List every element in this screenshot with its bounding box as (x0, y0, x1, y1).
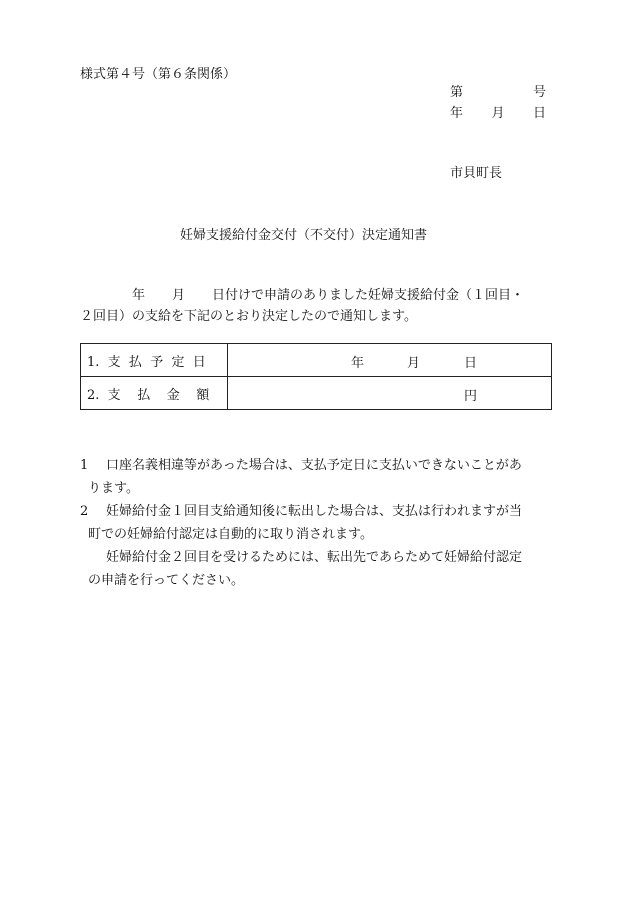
payment-day: 日 (464, 356, 478, 371)
note-1-number: 1 (80, 458, 89, 473)
payment-date-value (228, 344, 552, 377)
document-date (450, 105, 546, 123)
payment-amount-label: 2. 支 払 金 額 (81, 377, 228, 410)
note-3-line2: の申請を行ってください。 (88, 573, 245, 588)
payment-month: 月 (407, 356, 421, 371)
note-2-line2: 町での妊婦給付認定は自動的に取り消されます。 (88, 527, 373, 542)
payment-year: 年 (351, 356, 365, 371)
notes-section (80, 454, 560, 592)
payment-date-label: 1. 支 払 予 定 日 (81, 344, 228, 377)
date-year: 年 (450, 106, 464, 121)
note-2-number: 2 (80, 504, 89, 519)
note-1-line1: 口座名義相違等があった場合は、支払予定日に支払いできないことがあ (106, 458, 522, 473)
note-2 (80, 500, 560, 546)
date-day: 日 (532, 106, 546, 121)
note-2-line1: 妊婦給付金１回目支給通知後に転出した場合は、支払は行われますが当 (106, 504, 523, 519)
note-1 (80, 454, 560, 500)
body-paragraph (80, 285, 552, 327)
table-row (81, 377, 552, 410)
number-prefix: 第 (450, 85, 464, 100)
document-number (450, 84, 546, 102)
note-3-line1: 妊婦給付金２回目を受けるためには、転出先であらためて妊婦給付認定 (106, 550, 523, 565)
table-row (81, 344, 552, 377)
form-label: 様式第４号（第６条関係） (80, 67, 237, 82)
body-year: 年 (132, 288, 146, 303)
note-3 (80, 546, 560, 592)
number-suffix: 号 (532, 85, 546, 100)
body-month: 月 (172, 288, 186, 303)
note-1-line2: ります。 (88, 481, 139, 496)
date-month: 月 (491, 106, 505, 121)
decision-table (80, 343, 552, 410)
payment-amount-value (228, 377, 552, 410)
issuer: 市貝町長 (450, 166, 503, 181)
body-line2: ２回目）の支給を下記のとおり決定したので通知します。 (80, 309, 417, 324)
body-line1: 日付けで申請のありました妊婦支援給付金（１回目・ (212, 288, 525, 303)
amount-unit: 円 (464, 389, 478, 404)
document-title: 妊婦支援給付金交付（不交付）決定通知書 (180, 228, 428, 243)
